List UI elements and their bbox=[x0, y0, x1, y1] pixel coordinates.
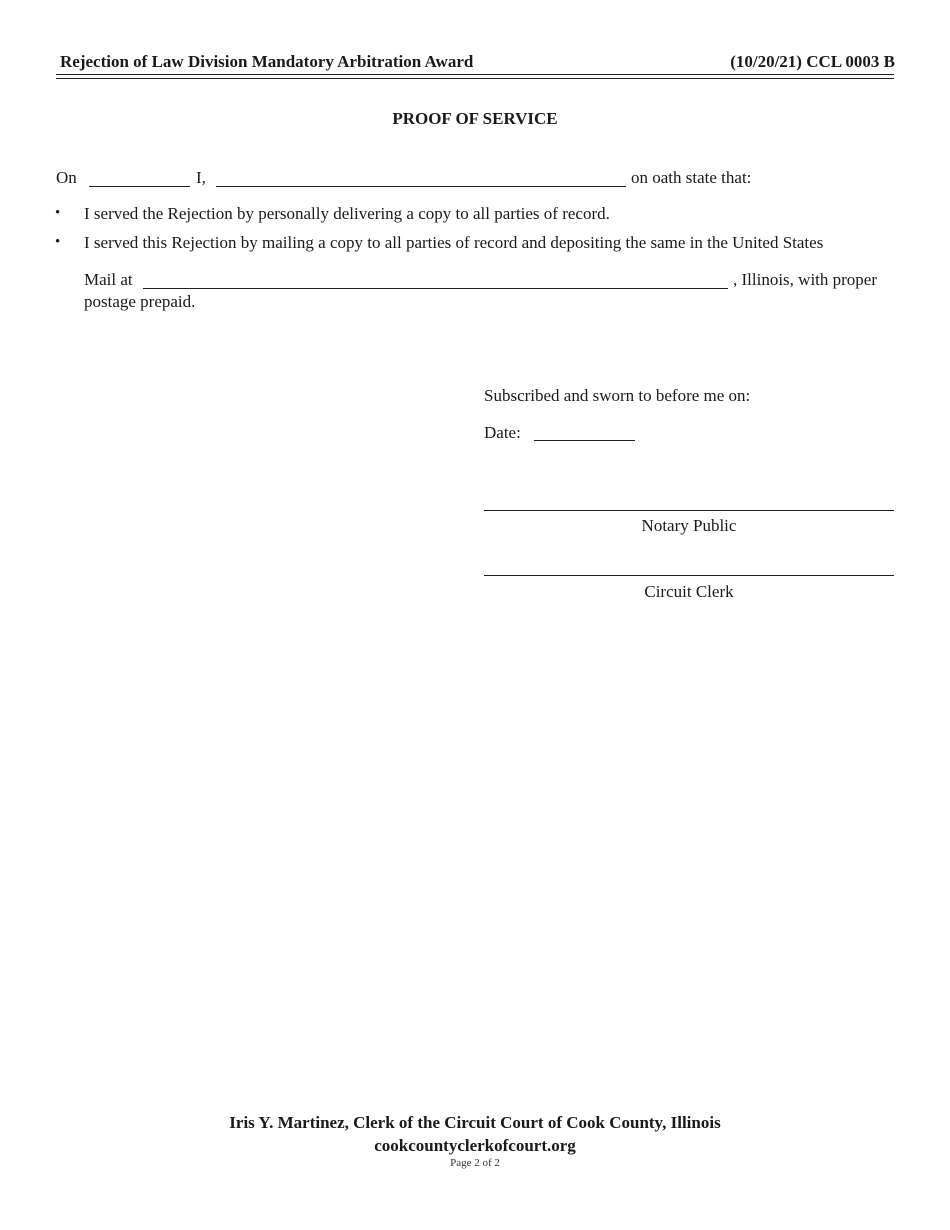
notary-signature-line[interactable] bbox=[484, 510, 894, 511]
header-rule-top bbox=[56, 74, 894, 75]
oath-name-field[interactable] bbox=[216, 186, 626, 187]
i-label: I, bbox=[196, 168, 206, 187]
notary-date-field[interactable] bbox=[534, 440, 635, 441]
footer-clerk-name: Iris Y. Martinez, Clerk of the Circuit Court of Cook County, Illinois bbox=[229, 1113, 721, 1132]
bullet-marker-2: • bbox=[55, 234, 61, 250]
header-rule-bottom bbox=[56, 78, 894, 79]
page-number: Page 2 of 2 bbox=[450, 1157, 500, 1169]
form-title: Rejection of Law Division Mandatory Arbitration Award bbox=[60, 52, 474, 71]
date-label: Date: bbox=[484, 423, 521, 442]
notary-public-label: Notary Public bbox=[641, 516, 737, 535]
service-option-mail: I served this Rejection by mailing a copy to all parties of record and depositing the same in the United States bbox=[84, 233, 824, 252]
form-code: (10/20/21) CCL 0003 B bbox=[730, 52, 895, 71]
mail-continuation: postage prepaid. bbox=[84, 292, 196, 311]
oath-suffix: on oath state that: bbox=[631, 168, 752, 187]
section-title: PROOF OF SERVICE bbox=[392, 109, 558, 128]
subscribed-text: Subscribed and sworn to before me on: bbox=[484, 386, 751, 405]
on-label: On bbox=[56, 168, 77, 187]
circuit-clerk-label: Circuit Clerk bbox=[644, 582, 734, 601]
mail-location-field[interactable] bbox=[143, 288, 728, 289]
oath-date-field[interactable] bbox=[89, 186, 190, 187]
clerk-signature-line[interactable] bbox=[484, 575, 894, 576]
mail-at-label: Mail at bbox=[84, 270, 133, 289]
mail-suffix: , Illinois, with proper bbox=[733, 270, 878, 289]
bullet-marker-1: • bbox=[55, 205, 61, 221]
service-option-personal: I served the Rejection by personally delivering a copy to all parties of record. bbox=[84, 204, 610, 223]
footer-website[interactable]: cookcountyclerkofcourt.org bbox=[374, 1136, 576, 1155]
